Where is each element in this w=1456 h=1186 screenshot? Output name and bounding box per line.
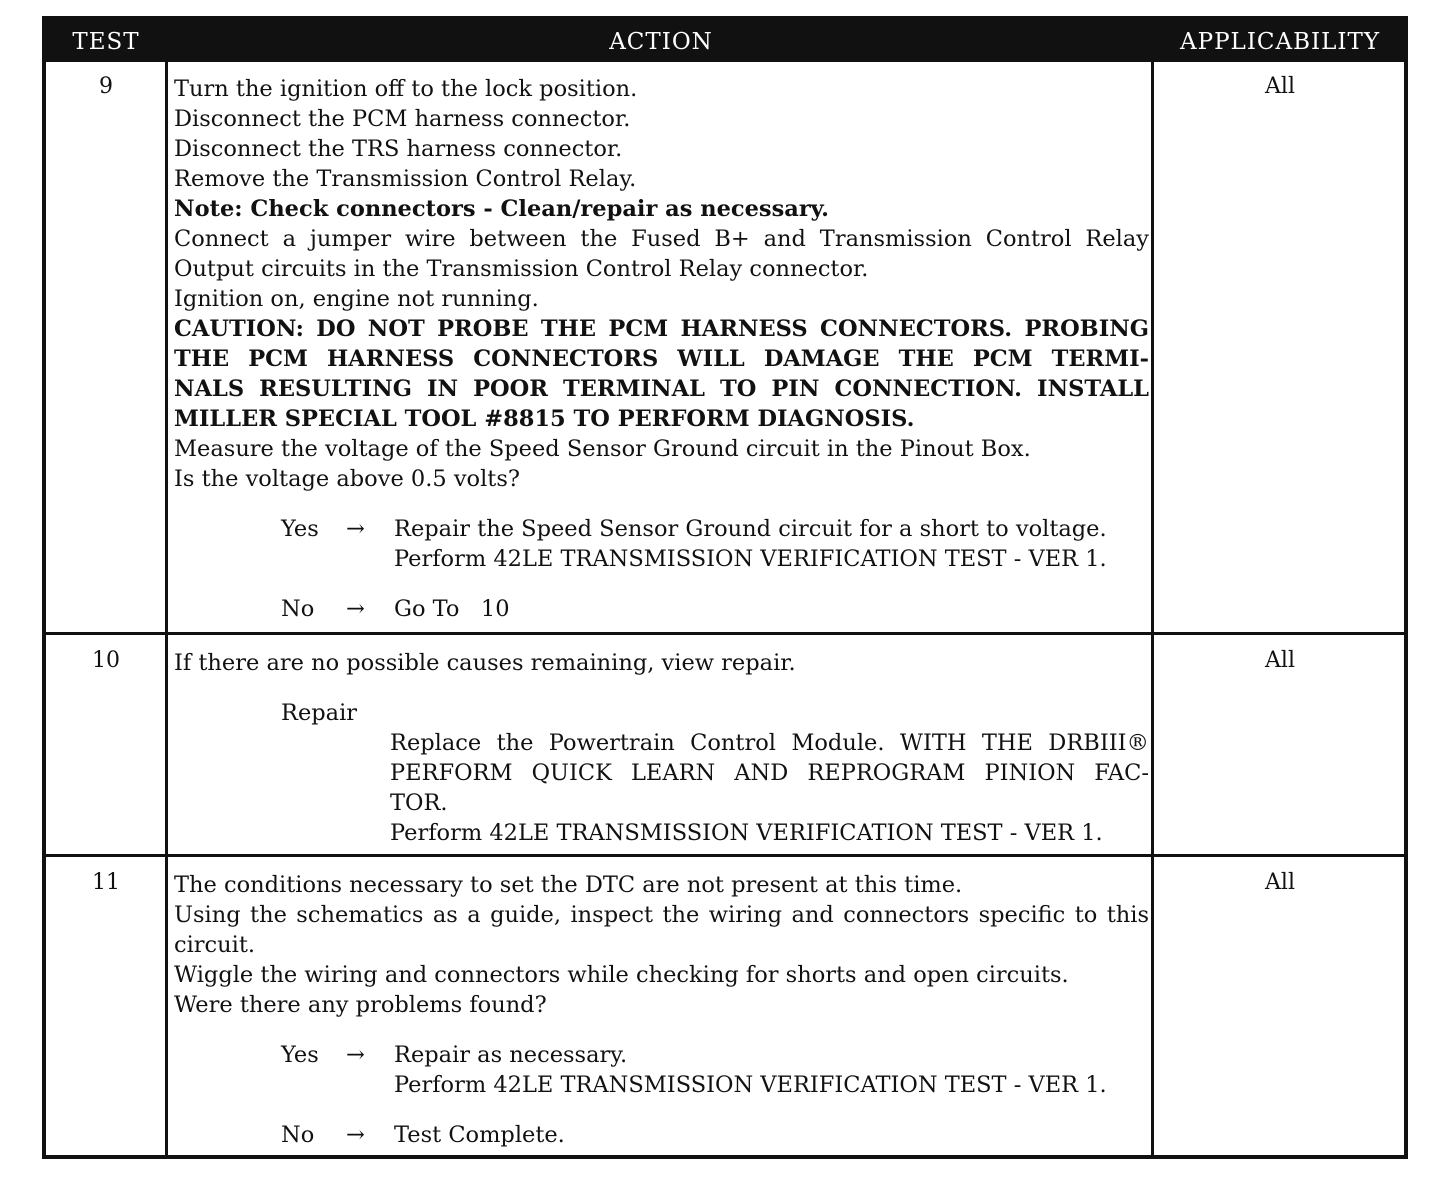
yes-label: Yes: [281, 1042, 319, 1068]
yes-option: [174, 1040, 1149, 1070]
header-applicability: APPLICABILITY: [1180, 29, 1380, 55]
caution-line: MILLER SPECIAL TOOL #8815 TO PERFORM DIAGNOSIS.: [174, 406, 915, 432]
yes-option-continued: [174, 1070, 1149, 1100]
applicability: All: [1265, 870, 1295, 895]
diagnostic-table: [42, 16, 1408, 1159]
arrow-icon: →: [346, 516, 365, 542]
caution-line: THE PCM HARNESS CONNECTORS WILL DAMAGE THE PCM TERMI-: [174, 346, 1149, 372]
no-label: No: [281, 1122, 315, 1148]
repair-line: Replace the Powertrain Control Module. WITH THE DRBIII®: [390, 730, 1149, 756]
applicability: All: [1265, 648, 1295, 673]
caution-line: CAUTION: DO NOT PROBE THE PCM HARNESS CONNECTORS. PROBING: [174, 316, 1149, 342]
test-number: 9: [99, 74, 113, 99]
caution-line: NALS RESULTING IN POOR TERMINAL TO PIN CONNECTION. INSTALL: [174, 376, 1149, 402]
no-text: Go To 10: [394, 596, 510, 622]
yes-text: Repair the Speed Sensor Ground circuit for a short to voltage.: [394, 516, 1107, 542]
action-cell: [174, 648, 1149, 848]
action-cell: [174, 870, 1149, 1150]
repair-line: Perform 42LE TRANSMISSION VERIFICATION TEST - VER 1.: [390, 820, 1103, 846]
yes-option-continued: [174, 544, 1149, 574]
action-line: circuit.: [174, 932, 256, 958]
no-text: Test Complete.: [394, 1122, 565, 1148]
header-action: ACTION: [609, 29, 713, 55]
action-line: Output circuits in the Transmission Control Relay connector.: [174, 256, 869, 282]
note-text: Note: Check connectors - Clean/repair as necessary.: [174, 196, 829, 222]
action-line: Turn the ignition off to the lock position.: [174, 76, 638, 102]
action-line: Disconnect the TRS harness connector.: [174, 136, 623, 162]
action-line: If there are no possible causes remaining, view repair.: [174, 650, 796, 676]
repair-block: [174, 698, 1149, 848]
applicability: All: [1265, 74, 1295, 99]
arrow-icon: →: [346, 1042, 365, 1068]
question-text: Is the voltage above 0.5 volts?: [174, 466, 520, 492]
yes-option: [174, 514, 1149, 544]
action-line: Wiggle the wiring and connectors while checking for shorts and open circuits.: [174, 962, 1069, 988]
repair-label: Repair: [281, 700, 358, 726]
action-line: Using the schematics as a guide, inspect the wiring and connectors specific to this: [174, 902, 1149, 928]
repair-line: TOR.: [390, 790, 448, 816]
column-divider: [165, 62, 168, 1155]
yes-text: Perform 42LE TRANSMISSION VERIFICATION TEST - VER 1.: [394, 1072, 1107, 1098]
action-line: Connect a jumper wire between the Fused B+ and Transmission Control Relay: [174, 226, 1149, 252]
yes-text: Repair as necessary.: [394, 1042, 628, 1068]
action-line: Disconnect the PCM harness connector.: [174, 106, 631, 132]
no-option: [174, 594, 1149, 624]
column-divider: [1151, 62, 1154, 1155]
action-line: Ignition on, engine not running.: [174, 286, 539, 312]
test-number: 10: [92, 648, 120, 673]
repair-line: PERFORM QUICK LEARN AND REPROGRAM PINION FAC-: [390, 760, 1149, 786]
action-line: Remove the Transmission Control Relay.: [174, 166, 637, 192]
table-header: [46, 20, 1404, 62]
no-label: No: [281, 596, 315, 622]
yes-label: Yes: [281, 516, 319, 542]
action-line: The conditions necessary to set the DTC are not present at this time.: [174, 872, 963, 898]
arrow-icon: →: [346, 596, 365, 622]
test-number: 11: [92, 870, 120, 895]
question-text: Were there any problems found?: [174, 992, 547, 1018]
action-line: Measure the voltage of the Speed Sensor Ground circuit in the Pinout Box.: [174, 436, 1031, 462]
row-divider: [46, 632, 1404, 635]
row-divider: [46, 854, 1404, 857]
header-test: TEST: [72, 29, 140, 55]
yes-text: Perform 42LE TRANSMISSION VERIFICATION TEST - VER 1.: [394, 546, 1107, 572]
arrow-icon: →: [346, 1122, 365, 1148]
no-option: [174, 1120, 1149, 1150]
action-cell: [174, 74, 1149, 624]
